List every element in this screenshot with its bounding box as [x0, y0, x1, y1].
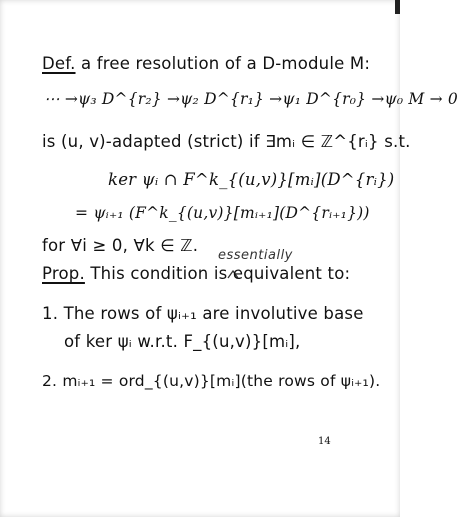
prop-text: This condition is equivalent to:	[90, 264, 351, 283]
list-item-1-line-1: 1. The rows of ψᵢ₊₁ are involutive base	[42, 304, 364, 323]
def-label: Def.	[42, 54, 76, 73]
quantifier-line: for ∀i ≥ 0, ∀k ∈ ℤ.	[42, 236, 199, 255]
adapted-condition: is (u, v)-adapted (strict) if ∃mᵢ ∈ ℤ^{rᵢ} s.t.	[42, 132, 411, 151]
equation-line-2: = ψᵢ₊₁ (F^k_{(u,v)}[mᵢ₊₁](D^{rᵢ₊₁}))	[75, 204, 370, 222]
page-number: 14	[318, 436, 331, 447]
list-item-2: 2. mᵢ₊₁ = ord_{(u,v)}[mᵢ](the rows of ψᵢ₊₁).	[42, 372, 381, 390]
equation-line-1: ker ψᵢ ∩ F^k_{(u,v)}[mᵢ](D^{rᵢ})	[108, 170, 395, 189]
def-text: a free resolution of a D-module M:	[80, 54, 371, 73]
proposition-line	[42, 264, 350, 283]
prop-label: Prop.	[42, 264, 85, 283]
handwritten-note: essentially	[218, 248, 293, 263]
resolution-sequence: ⋯ →ψ₃ D^{r₂} →ψ₂ D^{r₁} →ψ₁ D^{r₀} →ψ₀ M → 0	[44, 90, 458, 108]
corner-mark	[395, 0, 400, 14]
definition-line	[42, 54, 370, 73]
list-item-1-line-2: of ker ψᵢ w.r.t. F_{(u,v)}[mᵢ],	[64, 332, 301, 351]
